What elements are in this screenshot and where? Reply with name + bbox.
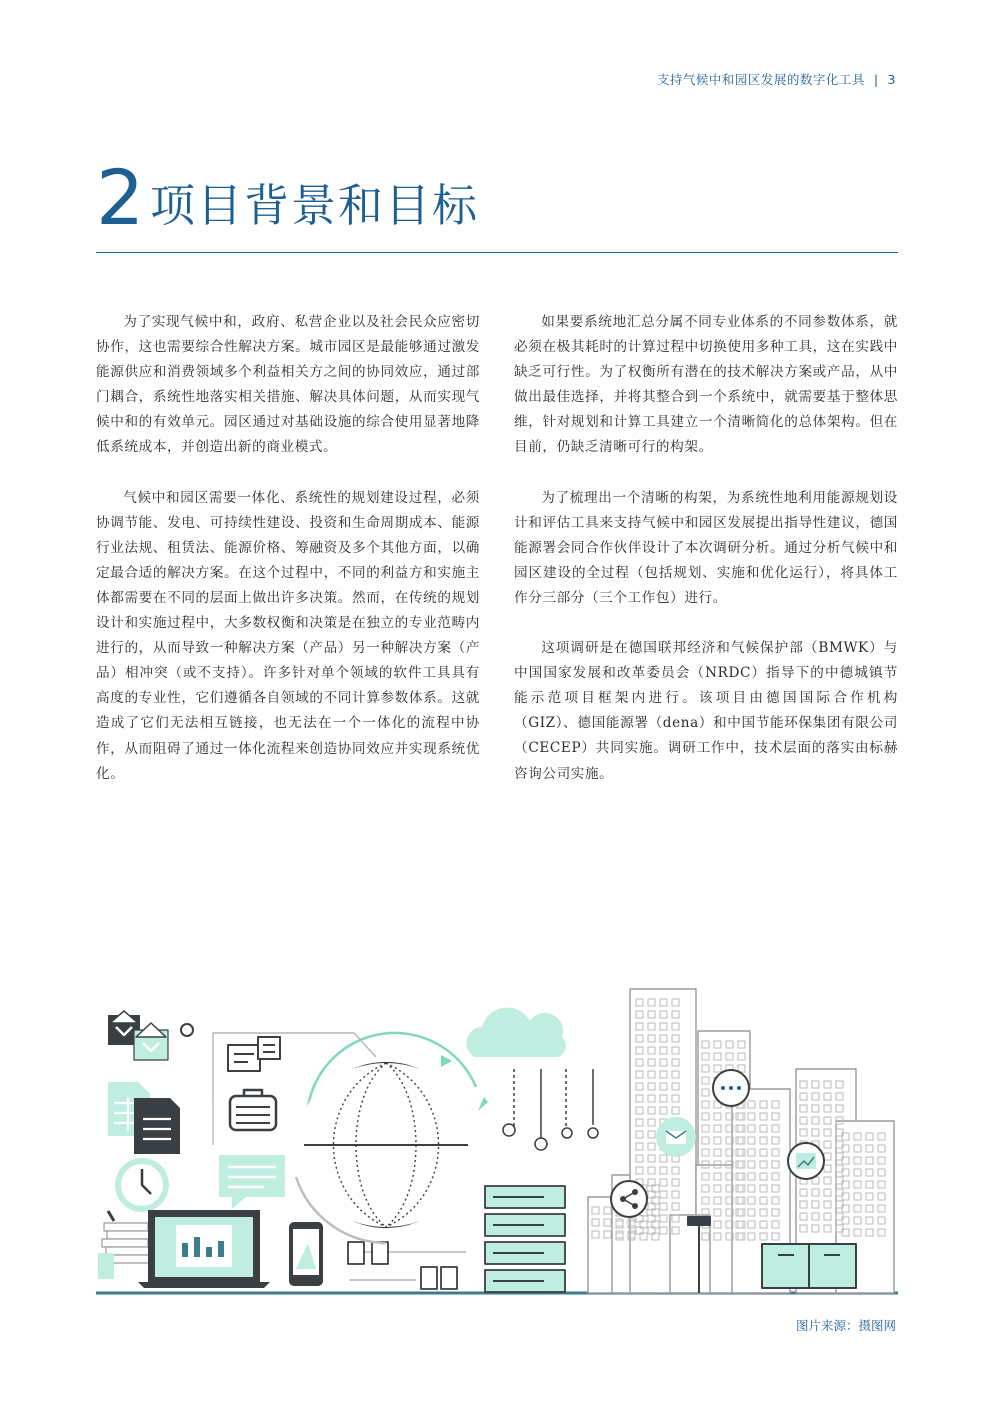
header-separator: |	[873, 72, 879, 87]
smart-city-illustration	[96, 985, 898, 1298]
mail-icon	[656, 1117, 696, 1157]
phone-icon	[289, 1222, 323, 1286]
running-header	[657, 70, 896, 88]
image-credit: 图片来源：摄图网	[795, 1318, 896, 1333]
cabinet-icon	[762, 1244, 856, 1288]
briefcase-icon	[230, 1090, 276, 1130]
small-server-icon	[348, 1242, 457, 1289]
cloud-icon	[466, 1007, 565, 1057]
page-number: 3	[887, 72, 896, 87]
more-dots-icon	[713, 1070, 749, 1106]
circle-icon	[181, 1024, 193, 1036]
paragraph: 为了梳理出一个清晰的构架，为系统性地利用能源规划设计和评估工具来支持气候中和园区发展提出指导性建议，德国能源署会同合作伙伴设计了本次调研分析。通过分析气候中和园区建设的全过程（包括规划、实施和优化运行），将具体工作分三部分（三个工作包）进行。	[514, 489, 898, 606]
chapter-heading	[96, 153, 898, 253]
chat-bubble-icon	[219, 1155, 285, 1209]
cloud-links	[503, 1069, 598, 1150]
chapter-title: 项目背景和目标	[150, 179, 480, 232]
paragraph: 这项调研是在德国联邦经济和气候保护部（BMWK）与中国国家发展和改革委员会（NRDC）指导下的中德城镇节能示范项目框架内进行。该项目由德国国际合作机构（GIZ）、德国能源署（dena）和中国节能环保集团有限公司（CECEP）共同实施。调研工作中，技术层面的落实由标赫咨询公司实施。	[514, 640, 898, 782]
paragraph: 如果要系统地汇总分属不同专业体系的不同参数体系，就必须在极其耗时的计算过程中切换使用多种工具，这在实践中缺乏可行性。为了权衡所有潜在的技术解决方案或产品，从中做出最佳选择，并将其整合到一个系统中，就需要基于整体思维，针对规划和计算工具建立一个清晰简化的总体架构。但在目前，仍缺乏清晰可行的构架。	[514, 314, 898, 456]
chapter-number: 2	[96, 153, 145, 242]
clock-icon	[115, 1158, 169, 1212]
paragraph: 为了实现气候中和，政府、私营企业以及社会民众应密切协作，这也需要综合性解决方案。城市园区是最能够通过激发能源供应和消费领域多个利益相关方之间的协同效应，通过部门耦合，系统性地落实相关措施、解决具体问题，从而实现气候中和的有效单元。园区通过对基础设施的综合使用显著地降低系统成本，并创造出新的商业模式。	[96, 314, 480, 456]
server-rack-icon	[485, 1186, 565, 1292]
paper-stack-icon	[98, 1211, 151, 1279]
document-icon	[134, 1098, 180, 1154]
left-column	[96, 310, 480, 812]
speech-bubble-icon	[228, 1037, 280, 1071]
laptop-icon	[138, 1210, 270, 1288]
image-icon	[788, 1143, 824, 1179]
share-icon	[611, 1181, 647, 1217]
globe-icon	[296, 1033, 488, 1243]
right-column	[514, 310, 898, 812]
paragraph: 气候中和园区需要一体化、系统性的规划建设过程，必须协调节能、发电、可持续性建设、投资和生命周期成本、能源行业法规、租赁法、能源价格、筹融资及多个其他方面，以确定最合适的解决方案。在这个过程中，不同的利益方和实施主体都需要在不同的层面上做出许多决策。然而，在传统的规划设计和实施过程中，大多数权衡和决策是在独立的专业范畴内进行的，从而导致一种解决方案（产品）另一种解决方案（产品）相冲突（或不支持）。许多针对单个领域的软件工具具有高度的专业性，它们遵循各自领域的不同计算参数体系。这就造成了它们无法相互链接，也无法在一个一体化的流程中协作，从而阻碍了通过一体化流程来创造协同效应并实现系统优化。	[96, 489, 480, 782]
header-title: 支持气候中和园区发展的数字化工具	[656, 72, 865, 87]
